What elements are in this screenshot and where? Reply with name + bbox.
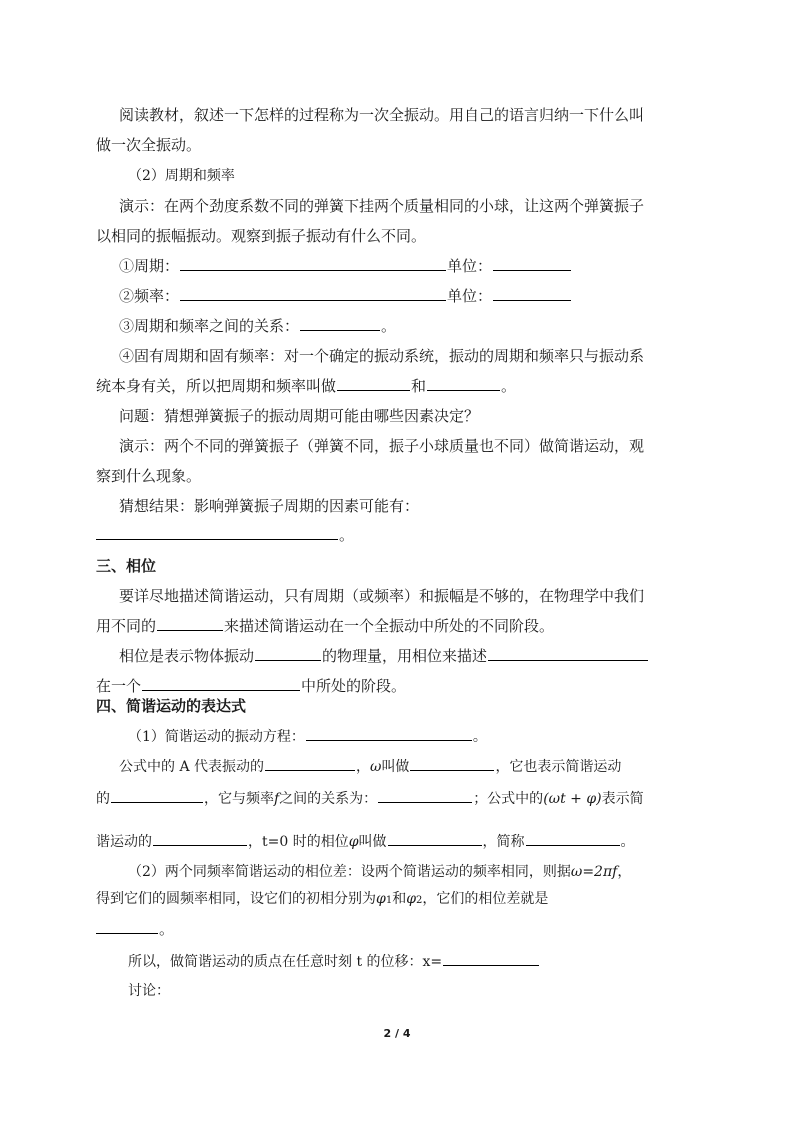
formula-line [96,831,635,852]
phi1-symbol: φ [376,891,386,907]
section-heading-phase [96,556,156,576]
phi2-symbol: φ [406,891,416,907]
paragraph-line [119,196,644,216]
text: 。 [501,377,517,395]
question-line [119,406,479,426]
text: （2）周期和频率 [128,168,235,184]
phase-difference-line [96,889,548,911]
label: 单位： [447,287,493,305]
guess-line [96,525,354,545]
text: 表示简 [601,791,644,807]
phase-line [119,646,649,666]
page-number [0,1027,794,1040]
text: 叫做 [358,834,387,850]
omega-f-relation-blank[interactable] [378,788,472,803]
text: ， [356,759,371,775]
text: ④固有周期和固有频率：对一个确定的振动系统，振动的周期和频率只与振动系 [119,347,645,365]
text: 。 [472,729,487,745]
frequency-blank[interactable] [180,286,446,301]
text: （2）两个同频率简谐运动的相位差：设两个简谐运动的频率相同，则据 [128,864,571,880]
text: 做一次全振动。 [96,136,202,154]
text: 演示：两个不同的弹簧振子（弹簧不同，振子小球质量也不同）做简谐运动，观 [119,437,645,455]
phase-line [96,676,406,696]
text: ，t=0 时的相位 [248,834,349,850]
text: 2 / 4 [383,1027,411,1040]
natural-line [96,376,516,396]
phase-name-blank[interactable] [153,831,247,846]
text: 用不同的 [96,617,157,635]
amplitude-blank[interactable] [265,756,355,771]
text: 的 [96,791,110,807]
text: 。 [381,317,397,335]
text: 。 [620,834,635,850]
text: 和 [392,891,407,907]
text: 叫做 [381,759,410,775]
equation-blank[interactable] [306,726,472,741]
text: （1）简谐运动的振动方程： [128,729,305,745]
subscript: 2 [416,895,423,906]
paragraph-line [96,226,426,246]
text: 中所处的阶段。 [301,677,407,695]
text: ， [617,864,632,880]
text: 讨论： [128,983,170,999]
f-symbol: f [274,791,280,807]
text: 得到它们的圆频率相同，设它们的初相分别为 [96,891,376,907]
period-line [119,256,572,276]
text: 。 [159,920,175,938]
text: 来描述简谐运动在一个全振动中所处的不同阶段。 [224,617,555,635]
phi-symbol: φ [348,834,359,850]
label: ③周期和频率之间的关系： [119,317,300,335]
phase-difference-blank[interactable] [96,919,158,934]
phase-difference-line [128,862,631,882]
phase-blank[interactable] [157,616,223,631]
equation-line [128,726,487,747]
text: 察到什么现象。 [96,467,202,485]
phase-difference-answer [96,919,174,939]
label: ②频率： [119,287,180,305]
paragraph-line [119,346,644,366]
guess-blank[interactable] [96,525,338,540]
displacement-line [128,951,540,972]
period-unit-blank[interactable] [493,256,571,271]
phase-describe-blank[interactable] [488,646,648,661]
label: ①周期： [119,257,180,275]
text: 的物理量，用相位来描述 [322,647,488,665]
text: ，它与频率 [204,791,274,807]
subscript: 1 [385,895,393,906]
formula-line [96,788,644,809]
text: 和 [411,377,427,395]
initial-phase-blank[interactable] [388,831,482,846]
text: 公式中的 A 代表振动的 [119,759,265,775]
displacement-blank[interactable] [443,951,539,966]
omega-meaning-blank[interactable] [111,788,203,803]
text: 三、相位 [96,557,157,575]
relation-line [119,316,396,336]
natural-frequency-blank[interactable] [427,376,500,391]
text: ；公式中的 [473,791,544,807]
text: 演示：在两个劲度系数不同的弹簧下挂两个质量相同的小球，让这两个弹簧振子 [119,197,645,215]
period-blank[interactable] [180,256,446,271]
text: ，它们的相位差就是 [422,891,549,907]
phase-cycle-blank[interactable] [142,676,300,691]
phase-expression: (ωt + φ) [543,791,602,807]
abbreviation-blank[interactable] [526,831,620,846]
omega-blank[interactable] [410,756,494,771]
frequency-unit-blank[interactable] [493,286,571,301]
subsection-title [128,166,235,186]
text: 问题：猜想弹簧振子的振动周期可能由哪些因素决定？ [119,407,480,425]
relation-blank[interactable] [300,316,380,331]
paragraph-line [119,496,419,516]
phase-line [96,616,554,636]
text: ，它也表示简谐运动 [495,759,622,775]
discussion-label [128,981,170,1001]
text: 以相同的振幅振动。观察到振子振动有什么不同。 [96,227,427,245]
formula-line [119,756,621,777]
omega-equation: ω=2πf [570,864,618,880]
text: 所以，做简谐运动的质点在任意时刻 t 的位移：x= [128,954,443,970]
paragraph-line [119,105,644,125]
text: 之间的关系为： [279,791,378,807]
phase-quantity-blank[interactable] [255,646,321,661]
frequency-line [119,286,572,306]
text: 要详尽地描述简谐运动，只有周期（或频率）和振幅是不够的，在物理学中我们 [119,587,645,605]
natural-period-blank[interactable] [337,376,410,391]
text: 谐运动的 [96,834,152,850]
paragraph-line [96,466,201,486]
label: 单位： [447,257,493,275]
text: 在一个 [96,677,142,695]
text: 阅读教材，叙述一下怎样的过程称为一次全振动。用自己的语言归纳一下什么叫 [119,106,645,124]
text: 相位是表示物体振动 [119,647,255,665]
omega-symbol: ω [370,759,382,775]
paragraph-line [119,436,644,456]
paragraph-line [96,135,201,155]
text: 。 [339,526,355,544]
text: ，简称 [482,834,525,850]
text: 猜想结果：影响弹簧振子周期的因素可能有： [119,497,420,515]
text: 四、简谐运动的表达式 [96,697,247,715]
text: 统本身有关，所以把周期和频率叫做 [96,377,337,395]
paragraph-line [119,586,644,606]
section-heading-expression [96,696,246,716]
